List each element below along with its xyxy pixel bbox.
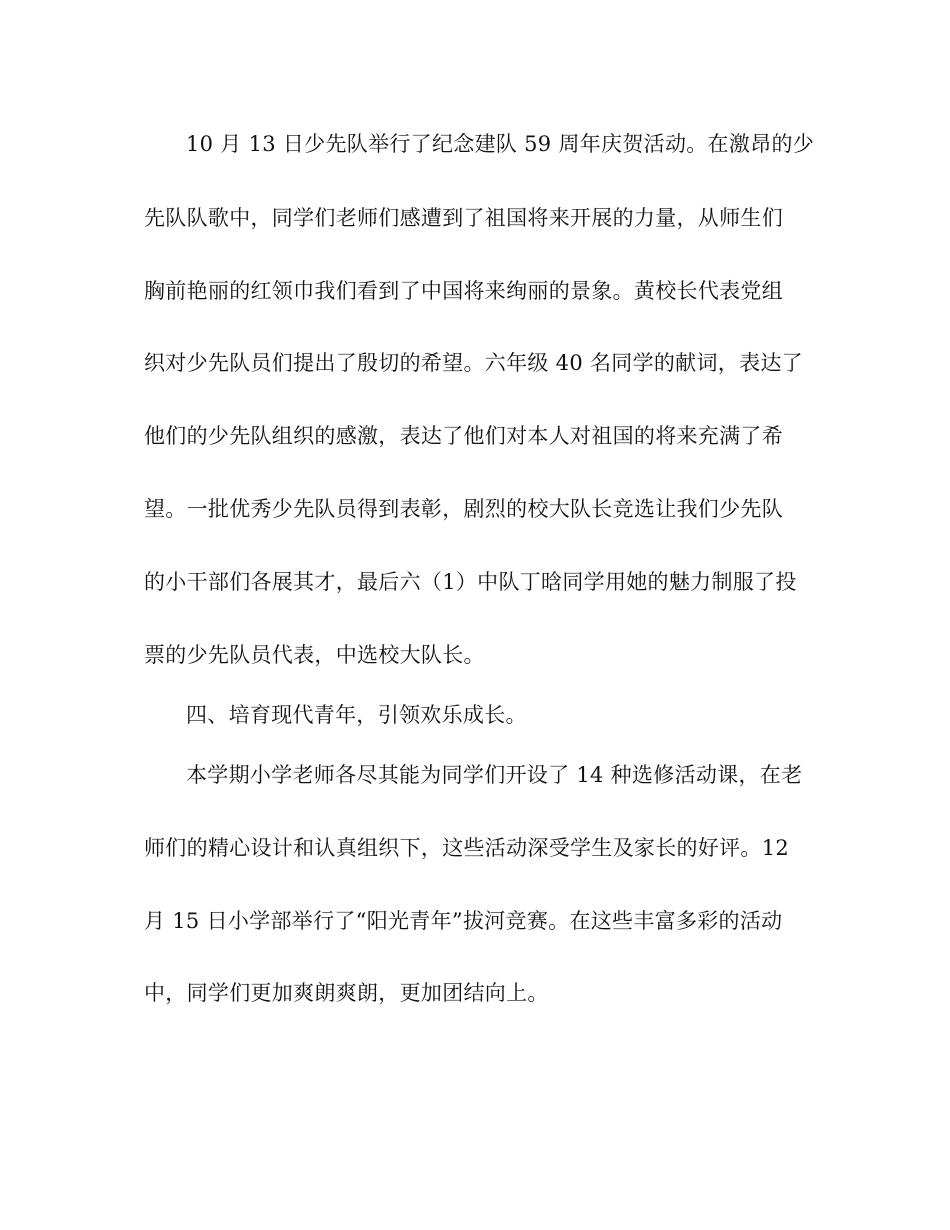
paragraph-line: 师们的精心设计和认真组织下，这些活动深受学生及家长的好评。12 [144, 836, 790, 860]
paragraph-line: 本学期小学老师各尽其能为同学们开设了 14 种选修活动课，在老 [186, 763, 803, 787]
paragraph-line: 望。一批优秀少先队员得到表彰，剧烈的校大队长竞选让我们少先队 [144, 497, 783, 521]
paragraph-line: 织对少先队员们提出了殷切的希望。六年级 40 名同学的献词，表达了 [144, 351, 803, 375]
section-heading: 四、培育现代青年，引领欢乐成长。 [186, 703, 527, 727]
paragraph-line: 10 月 13 日少先队举行了纪念建队 59 周年庆贺活动。在激昂的少 [186, 132, 815, 156]
paragraph-line: 先队队歌中，同学们老师们感遭到了祖国将来开展的力量，从师生们 [144, 206, 783, 230]
paragraph-line: 胸前艳丽的红领巾我们看到了中国将来绚丽的景象。黄校长代表党组 [144, 279, 783, 303]
paragraph-line: 他们的少先队组织的感激，表达了他们对本人对祖国的将来充满了希 [144, 424, 783, 448]
paragraph-line: 中，同学们更加爽朗爽朗，更加团结向上。 [144, 981, 549, 1005]
paragraph-line: 月 15 日小学部举行了“阳光青年”拔河竞赛。在这些丰富多彩的活动 [144, 909, 783, 933]
paragraph-line: 的小干部们各展其才，最后六（1）中队丁晗同学用她的魅力制服了投 [144, 570, 797, 594]
paragraph-line: 票的少先队员代表，中选校大队长。 [144, 643, 485, 667]
